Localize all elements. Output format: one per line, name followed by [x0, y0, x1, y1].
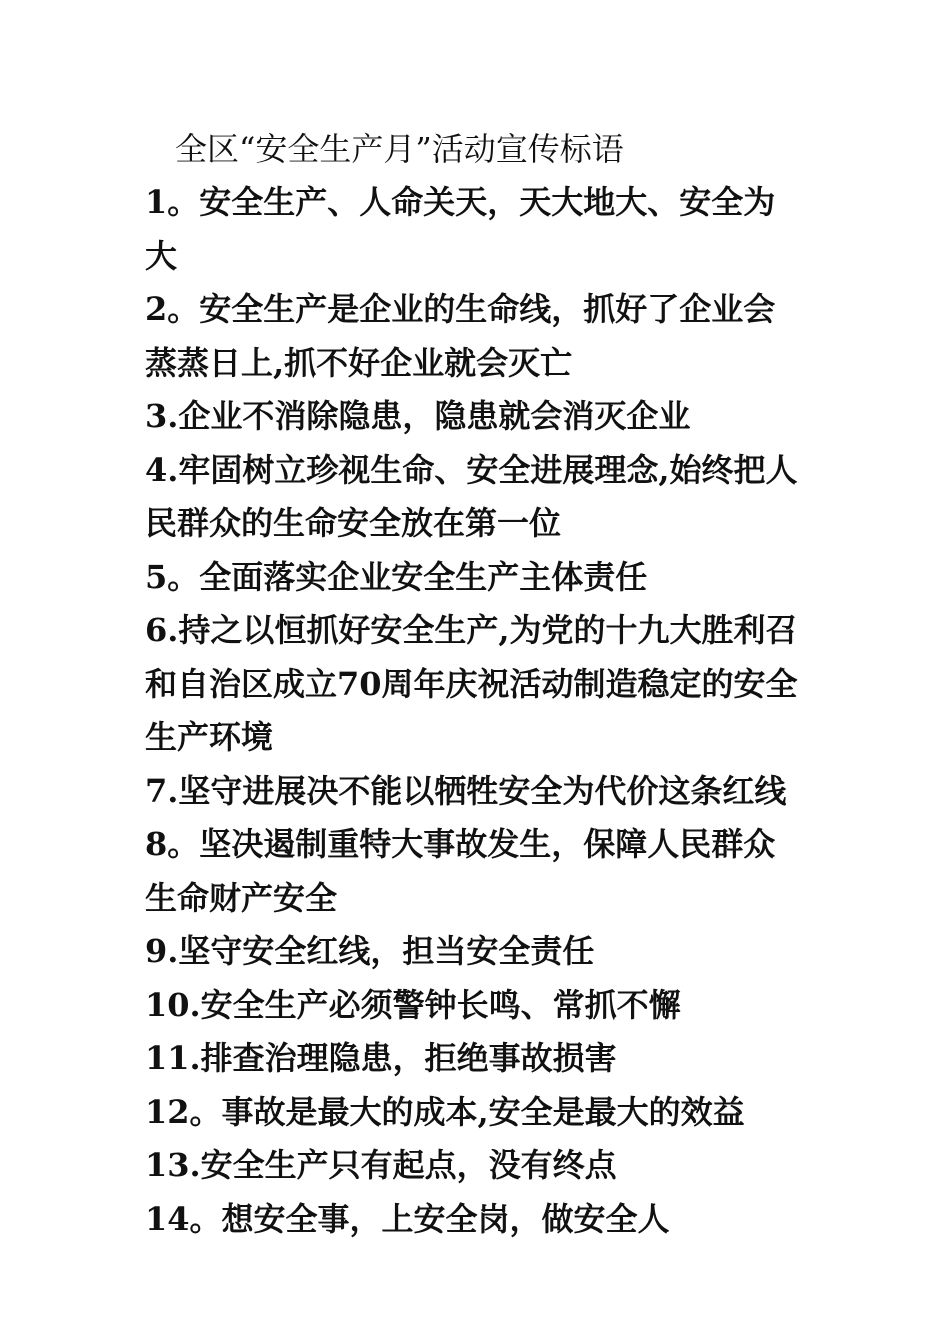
slogan-item: 10.安全生产必须警钟长鸣、常抓不懈 — [145, 985, 681, 1024]
slogan-item: 4.牢固树立珍视生命、安全进展理念,始终把人民群众的生命安全放在第一位 — [145, 450, 798, 542]
slogan-item: 1。安全生产、人命关天，天大地大、安全为大 — [145, 183, 776, 275]
slogan-item: 6.持之以恒抓好安全生产,为党的十九大胜利召和自治区成立70周年庆祝活动制造稳定的安全生产环境 — [145, 611, 798, 756]
slogan-item: 13.安全生产只有起点，没有终点 — [145, 1146, 617, 1184]
slogan-item: 9.坚守安全红线，担当安全责任 — [145, 932, 595, 970]
document-body — [145, 122, 805, 1246]
slogan-item: 7.坚守进展决不能以牺牲安全为代价这条红线 — [145, 771, 787, 810]
slogan-item: 14。想安全事，上安全岗，做安全人 — [145, 1199, 670, 1238]
slogan-item: 2。安全生产是企业的生命线，抓好了企业会蒸蒸日上,抓不好企业就会灭亡 — [145, 290, 776, 382]
slogan-item: 5。全面落实企业安全生产主体责任 — [145, 557, 648, 596]
slogan-item: 12。事故是最大的成本,安全是最大的效益 — [145, 1092, 745, 1131]
slogan-list — [145, 176, 805, 1246]
document-title: 全区“安全生产月”活动宣传标语 — [175, 130, 624, 168]
slogan-item: 11.排查治理隐患，拒绝事故损害 — [145, 1039, 617, 1077]
slogan-item: 3.企业不消除隐患，隐患就会消灭企业 — [145, 397, 691, 435]
slogan-item: 8。坚决遏制重特大事故发生，保障人民群众生命财产安全 — [145, 825, 776, 917]
